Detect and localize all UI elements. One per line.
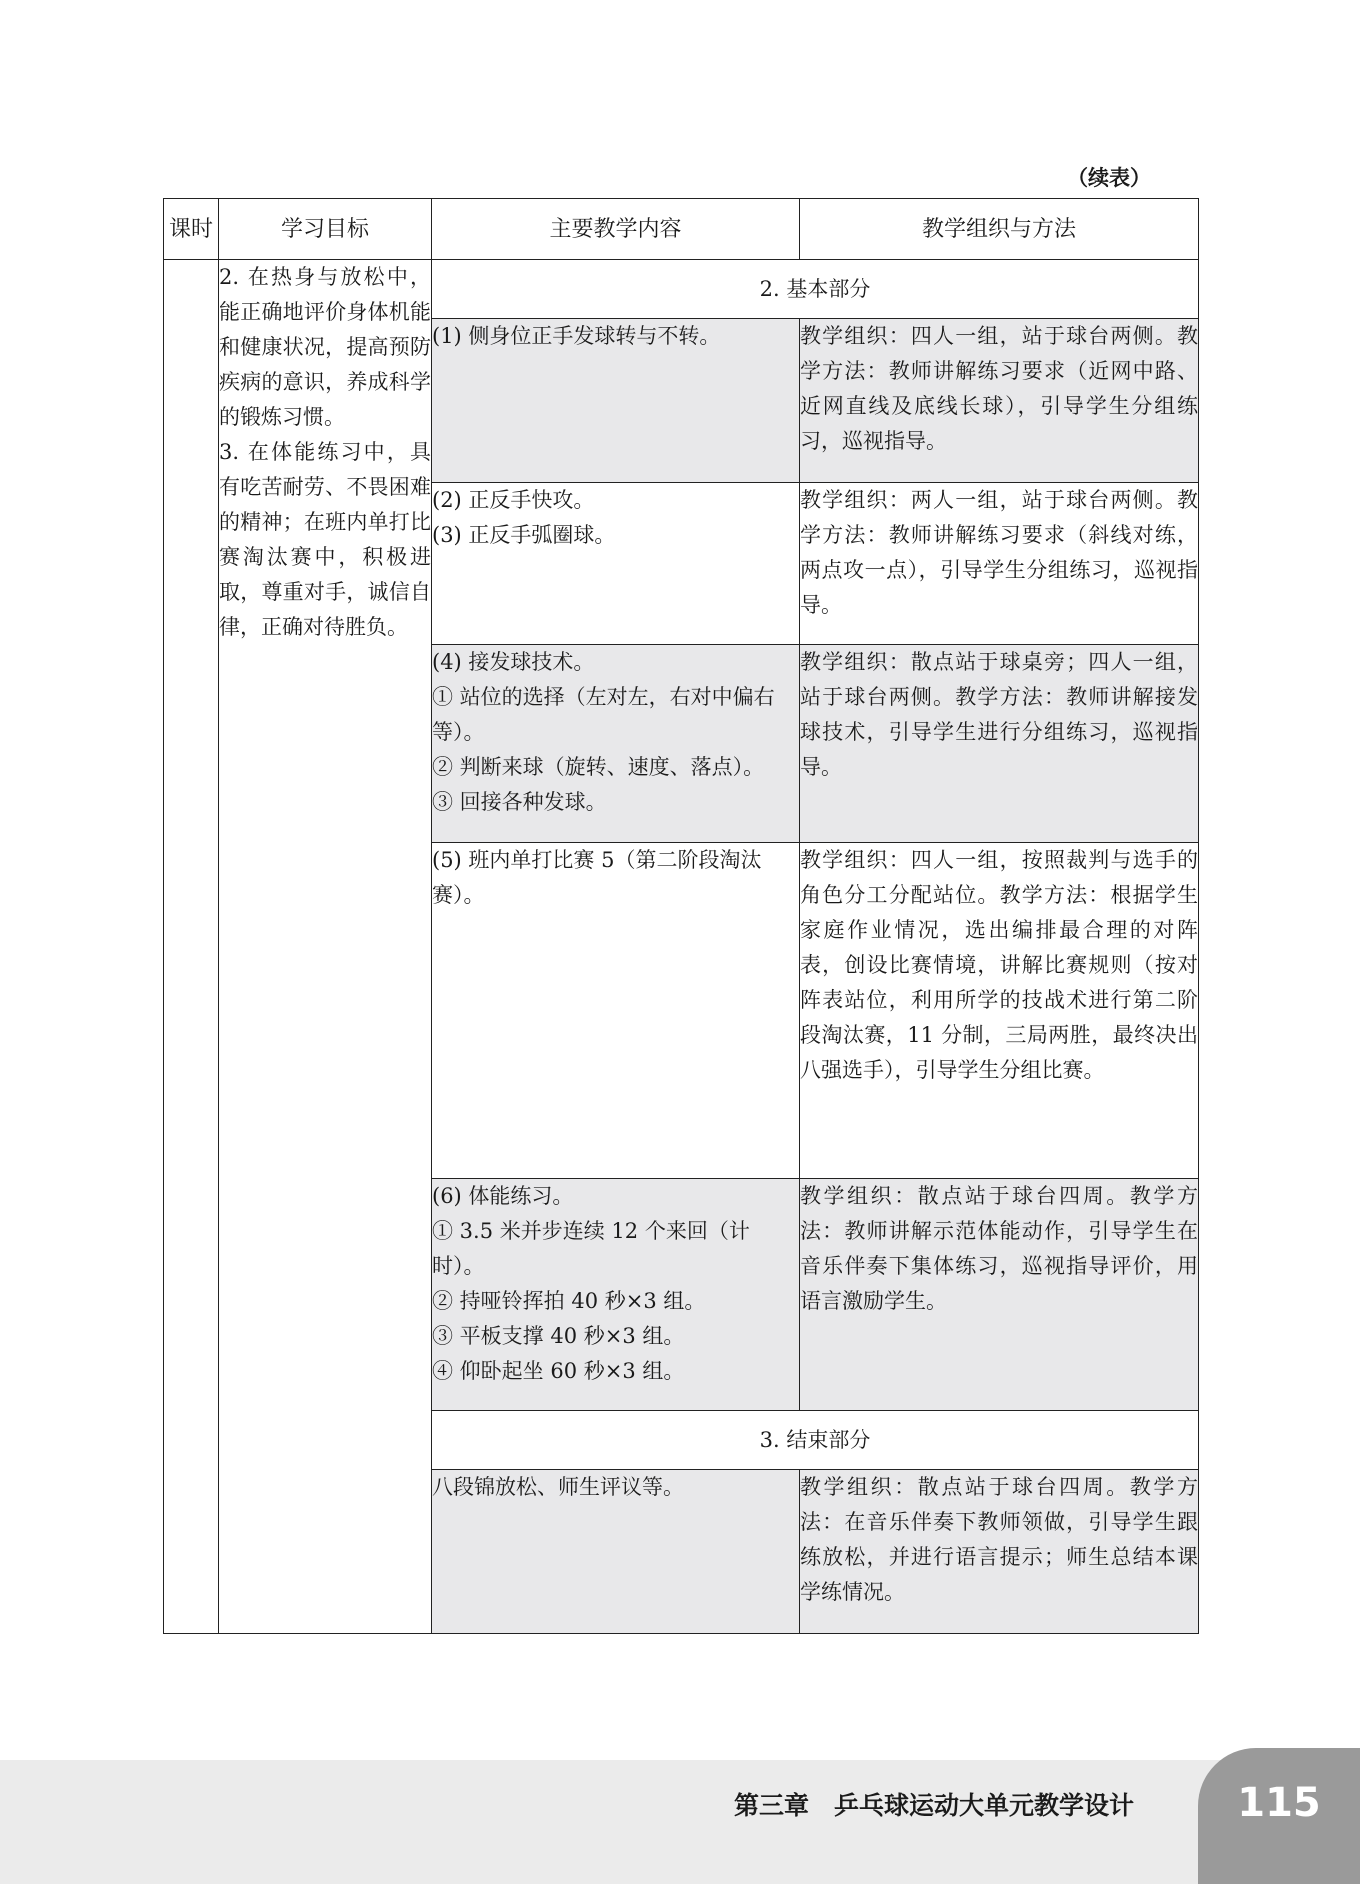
content-line: ② 持哑铃挥拍 40 秒×3 组。 — [432, 1289, 706, 1313]
section-basic-heading: 2. 基本部分 — [432, 260, 1199, 319]
header-learning-goals: 学习目标 — [219, 199, 432, 260]
method-cell: 教学组织：散点站于球台四周。教学方法：在音乐伴奏下教师领做，引导学生跟练放松，并进行语言提示；师生总结本课学练情况。 — [800, 1470, 1199, 1634]
method-cell: 教学组织：两人一组，站于球台两侧。教学方法：教师讲解练习要求（斜线对练，两点攻一点），引导学生分组练习，巡视指导。 — [800, 483, 1199, 645]
continued-label: （续表） — [1067, 166, 1151, 190]
content-line: ③ 回接各种发球。 — [432, 790, 607, 814]
header-main-content: 主要教学内容 — [432, 199, 800, 260]
content-line: (2) 正反手快攻。 — [432, 488, 595, 512]
content-cell — [432, 1179, 800, 1411]
table-header-row — [164, 199, 1199, 260]
content-line: ③ 平板支撑 40 秒×3 组。 — [432, 1324, 685, 1348]
content-cell: 八段锦放松、师生评议等。 — [432, 1470, 800, 1634]
objective-item: 2. 在热身与放松中，能正确地评价身体机能和健康状况，提高预防疾病的意识，养成科学的锻炼习惯。 — [219, 265, 431, 429]
content-cell — [432, 645, 800, 843]
objective-item: 3. 在体能练习中，具有吃苦耐劳、不畏困难的精神；在班内单打比赛淘汰赛中，积极进取，尊重对手，诚信自律，正确对待胜负。 — [219, 440, 431, 639]
content-line: ① 站位的选择（左对左，右对中偏右等）。 — [432, 685, 775, 744]
content-line: ④ 仰卧起坐 60 秒×3 组。 — [432, 1359, 685, 1383]
content-cell — [432, 483, 800, 645]
content-line: (5) 班内单打比赛 5（第二阶段淘汰赛）。 — [432, 848, 762, 907]
content-line: (4) 接发球技术。 — [432, 650, 595, 674]
method-cell: 教学组织：散点站于球桌旁；四人一组，站于球台两侧。教学方法：教师讲解接发球技术，引导学生进行分组练习，巡视指导。 — [800, 645, 1199, 843]
lesson-period-cell — [164, 260, 219, 1634]
lesson-plan-table — [163, 198, 1199, 1634]
header-lesson-period: 课时 — [164, 199, 219, 260]
content-line: ② 判断来球（旋转、速度、落点）。 — [432, 755, 765, 779]
content-line: (6) 体能练习。 — [432, 1184, 574, 1208]
content-cell — [432, 843, 800, 1179]
content-cell — [432, 319, 800, 483]
method-cell: 教学组织：四人一组，按照裁判与选手的角色分工分配站位。教学方法：根据学生家庭作业情况，选出编排最合理的对阵表，创设比赛情境，讲解比赛规则（按对阵表站位，利用所学的技战术进行第二阶段淘汰赛，11 分制，三局两胜，最终决出八强选手），引导学生分组比赛。 — [800, 843, 1199, 1179]
table-row — [164, 260, 1199, 319]
header-organization-method: 教学组织与方法 — [800, 199, 1199, 260]
content-line: (1) 侧身位正手发球转与不转。 — [432, 324, 721, 348]
chapter-title: 第三章 乒乓球运动大单元教学设计 — [733, 1791, 1134, 1820]
footer-band — [0, 1760, 1360, 1884]
section-end-heading: 3. 结束部分 — [432, 1411, 1199, 1470]
content-line: (3) 正反手弧圈球。 — [432, 523, 616, 547]
learning-goals-cell — [219, 260, 432, 1634]
page-number: 115 — [1237, 1780, 1321, 1826]
method-cell: 教学组织：四人一组，站于球台两侧。教学方法：教师讲解练习要求（近网中路、近网直线及底线长球），引导学生分组练习，巡视指导。 — [800, 319, 1199, 483]
method-cell: 教学组织：散点站于球台四周。教学方法：教师讲解示范体能动作，引导学生在音乐伴奏下集体练习，巡视指导评价，用语言激励学生。 — [800, 1179, 1199, 1411]
content-line: ① 3.5 米并步连续 12 个来回（计时）。 — [432, 1219, 750, 1278]
